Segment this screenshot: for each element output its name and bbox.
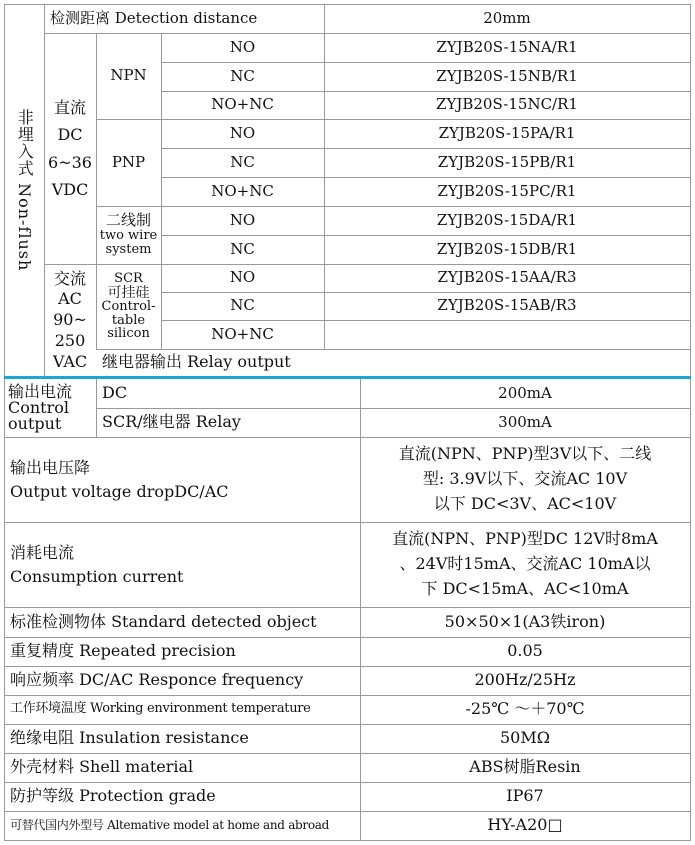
model-number: ZYJB20S-15DA/R1 [436, 210, 578, 229]
consumption-label: 消耗电流 Consumption current [10, 542, 184, 586]
relay-output-current-label: SCR/继电器 Relay [102, 412, 241, 432]
spec-label: 可替代国内外型号 Altemative model at home and abroad [10, 817, 330, 832]
spec-label: 重复精度 Repeated precision [10, 641, 236, 661]
detection-distance-value: 20mm [483, 8, 531, 27]
spec-value: -25℃ ～＋70℃ [465, 699, 585, 719]
model-number: ZYJB20S-15AB/R3 [437, 296, 577, 315]
output-type: NO+NC [211, 95, 274, 114]
model-number: ZYJB20S-15PA/R1 [438, 123, 576, 142]
model-number: ZYJB20S-15PB/R1 [437, 152, 577, 171]
output-type: NC [230, 296, 255, 315]
output-type: NC [230, 66, 255, 85]
output-type: NO+NC [211, 324, 274, 343]
spec-value: IP67 [506, 786, 544, 806]
model-number: ZYJB20S-15AA/R3 [437, 268, 577, 287]
spec-label: 外壳材料 Shell material [10, 757, 194, 777]
detection-distance-label: 检测距离 Detection distance [50, 8, 258, 27]
spec-value: 0.05 [507, 641, 543, 661]
output-type: NC [230, 239, 255, 258]
scr-label: SCR 可挂硅 Control- table silicon [101, 270, 156, 342]
dc-output-label: DC [102, 383, 128, 403]
model-number [324, 320, 690, 349]
spec-value: 200Hz/25Hz [474, 670, 576, 690]
mounting-type-label: 非埋入式 Non-flush [15, 109, 35, 272]
output-type: NO+NC [211, 181, 274, 200]
output-type: NO [229, 123, 256, 142]
consumption-value: 直流(NPN、PNP)型DC 12V时8mA 、24V时15mA、交流AC 10mA以 下 DC<15mA、AC<10mA [392, 529, 658, 598]
model-number: ZYJB20S-15NA/R1 [436, 37, 578, 56]
model-number: ZYJB20S-15NB/R1 [436, 66, 578, 85]
dc-output-value: 200mA [498, 383, 552, 402]
spec-value: 50MΩ [499, 728, 550, 748]
spec-value: 50×50×1(A3铁iron) [444, 611, 606, 631]
spec-value: ABS树脂Resin [469, 757, 581, 777]
two-wire-label: 二线制 two wire system [99, 211, 158, 257]
voltage-drop-value: 直流(NPN、PNP)型3V以下、二线 型: 3.9V以下、交流AC 10V 以下 DC<3V、AC<10V [398, 444, 652, 513]
ac-supply-label: 交流 AC 90~ 250 VAC [52, 268, 88, 371]
npn-label: NPN [110, 66, 147, 85]
spec-label: 响应频率 DC/AC Responce frequency [10, 670, 304, 690]
output-type: NC [230, 152, 255, 171]
pnp-label: PNP [111, 152, 146, 171]
model-number: ZYJB20S-15NC/R1 [436, 95, 578, 114]
spec-label: 绝缘电阻 Insulation resistance [10, 728, 249, 748]
dc-supply-label: 直流 DC 6~36 VDC [48, 98, 92, 199]
control-output-label: 输出电流 Control output [8, 382, 73, 433]
output-type: NO [229, 37, 256, 56]
voltage-drop-label: 输出电压降 Output voltage dropDC/AC [10, 457, 229, 501]
spec-value: HY-A20□ [487, 815, 563, 835]
output-type: NO [229, 210, 256, 229]
spec-label: 防护等级 Protection grade [10, 786, 216, 806]
relay-output-label: 继电器输出 Relay output [102, 352, 291, 372]
relay-output-current-value: 300mA [498, 412, 552, 431]
spec-label: 标准检测物体 Standard detected object [10, 611, 317, 631]
output-type: NO [229, 268, 256, 287]
model-number: ZYJB20S-15PC/R1 [437, 181, 577, 200]
spec-label: 工作环境温度 Working environment temperature [10, 701, 311, 717]
model-number: ZYJB20S-15DB/R1 [436, 239, 578, 258]
